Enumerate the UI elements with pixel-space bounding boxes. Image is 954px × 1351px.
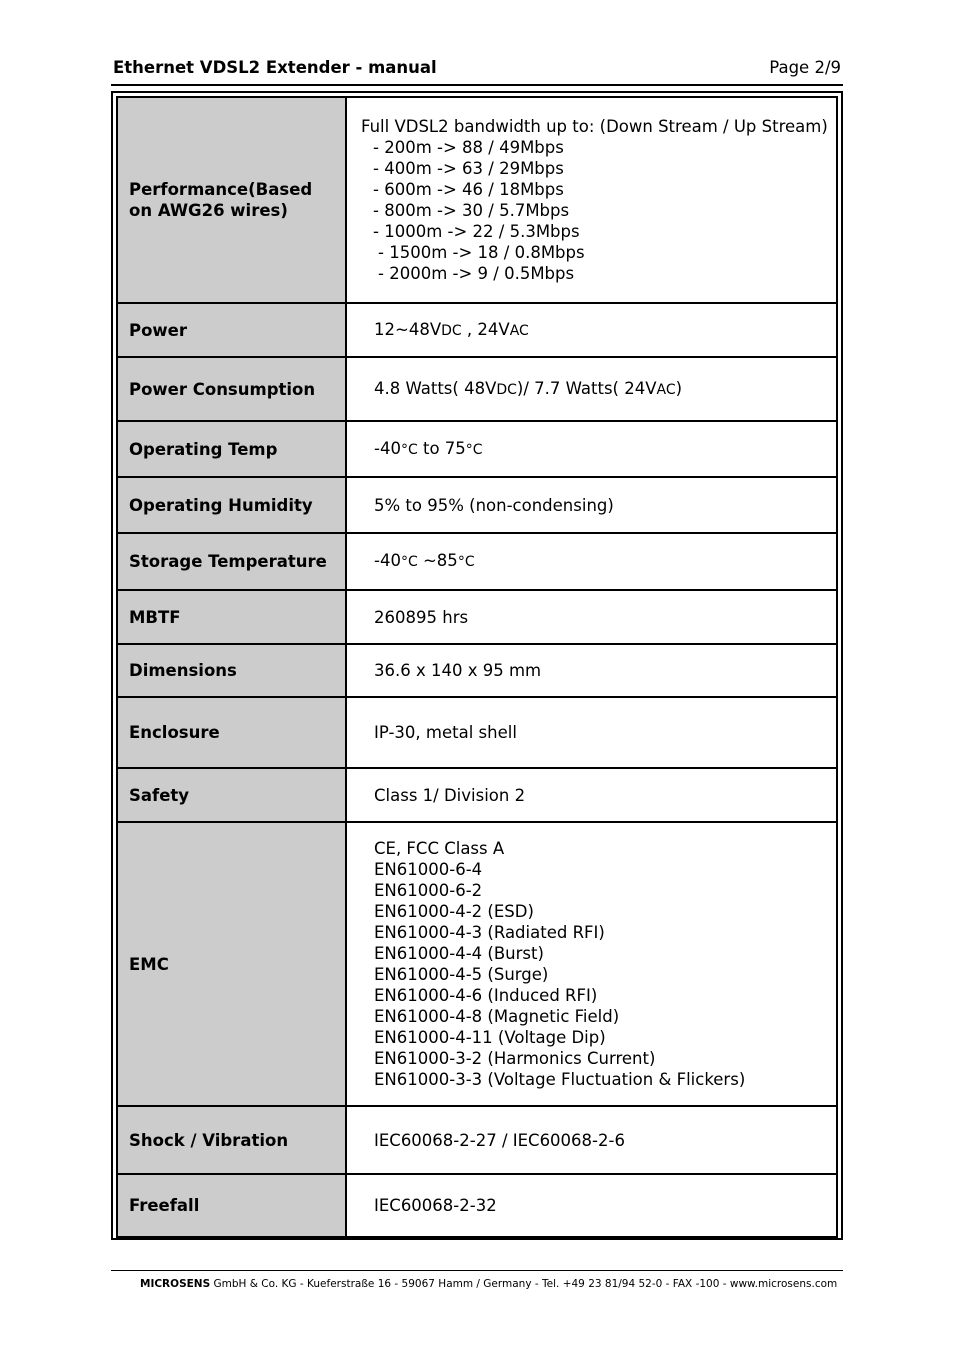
perf-line: - 600m -> 46 / 18Mbps — [373, 180, 564, 199]
row-value-power — [346, 303, 837, 357]
perf-line: Full VDSL2 bandwidth up to: (Down Stream / Up Stream) — [361, 117, 828, 136]
value-text: 12~48V — [374, 319, 442, 339]
table-row-freefall — [117, 1174, 837, 1237]
row-value-enclosure: IP-30, metal shell — [346, 697, 837, 768]
emc-line: EN61000-6-4 — [374, 860, 483, 879]
unit-text: °C — [465, 441, 483, 458]
footer-address: GmbH & Co. KG - Kueferstraße 16 - 59067 Hamm / Germany - Tel. +49 23 81/94 52-0 - FAX -100 - www.microsens.com — [210, 1278, 838, 1290]
table-row-power — [117, 303, 837, 357]
perf-line: - 200m -> 88 / 49Mbps — [373, 138, 564, 157]
emc-line: EN61000-4-4 (Burst) — [374, 944, 544, 963]
emc-line: CE, FCC Class A — [374, 839, 505, 858]
table-row-mbtf — [117, 590, 837, 644]
row-label-operating-humidity: Operating Humidity — [117, 477, 346, 533]
footer-company: MICROSENS — [140, 1278, 211, 1290]
row-label-safety: Safety — [117, 768, 346, 822]
row-value-mbtf: 260895 hrs — [346, 590, 837, 644]
unit-text: °C — [400, 554, 418, 570]
label-line: Performance(Based — [129, 180, 313, 199]
table-row-operating-temp — [117, 421, 837, 477]
row-value-performance — [346, 97, 837, 303]
value-text: , 24V — [461, 319, 510, 339]
row-value-operating-humidity: 5% to 95% (non-condensing) — [346, 477, 837, 533]
perf-line: - 1500m -> 18 / 0.8Mbps — [378, 243, 585, 262]
row-label-freefall: Freefall — [117, 1174, 346, 1237]
unit-text: DC — [441, 322, 462, 339]
emc-line: EN61000-6-2 — [374, 881, 483, 900]
emc-line: EN61000-3-3 (Voltage Fluctuation & Flickers) — [374, 1070, 746, 1089]
unit-text: AC — [656, 381, 676, 398]
perf-line: - 800m -> 30 / 5.7Mbps — [373, 201, 570, 220]
row-label-emc: EMC — [117, 822, 346, 1106]
value-text: -40 — [374, 551, 401, 570]
row-label-dimensions: Dimensions — [117, 644, 346, 697]
perf-line: - 1000m -> 22 / 5.3Mbps — [373, 222, 580, 241]
row-value-power-consumption — [346, 357, 837, 421]
emc-line: EN61000-4-11 (Voltage Dip) — [374, 1028, 606, 1047]
row-label-operating-temp: Operating Temp — [117, 421, 346, 477]
value-text: to 75 — [417, 438, 466, 458]
emc-line: EN61000-3-2 (Harmonics Current) — [374, 1049, 656, 1068]
table-row-emc — [117, 822, 837, 1106]
row-value-shock-vibration: IEC60068-2-27 / IEC60068-2-6 — [346, 1106, 837, 1174]
value-text: )/ 7.7 Watts( 24V — [516, 378, 657, 398]
value-text: ) — [675, 378, 683, 398]
row-label-power: Power — [117, 303, 346, 357]
table-row-safety — [117, 768, 837, 822]
row-label-storage-temperature: Storage Temperature — [117, 533, 346, 590]
value-text: 4.8 Watts( 48V — [374, 378, 497, 398]
page-number: Page 2/9 — [769, 58, 841, 77]
row-label-shock-vibration: Shock / Vibration — [117, 1106, 346, 1174]
label-line: on AWG26 wires) — [129, 201, 288, 220]
emc-line: EN61000-4-8 (Magnetic Field) — [374, 1007, 620, 1026]
row-value-safety: Class 1/ Division 2 — [346, 768, 837, 822]
page-footer — [140, 1278, 837, 1290]
table-row-performance — [117, 97, 837, 303]
row-label-enclosure: Enclosure — [117, 697, 346, 768]
value-text: ~85 — [417, 551, 458, 570]
perf-line: - 2000m -> 9 / 0.5Mbps — [378, 264, 575, 283]
row-value-freefall: IEC60068-2-32 — [346, 1174, 837, 1237]
document-title: Ethernet VDSL2 Extender - manual — [113, 58, 437, 77]
perf-line: - 400m -> 63 / 29Mbps — [373, 159, 564, 178]
unit-text: °C — [400, 441, 418, 458]
row-label-power-consumption: Power Consumption — [117, 357, 346, 421]
emc-line: EN61000-4-3 (Radiated RFI) — [374, 923, 605, 942]
table-row-storage-temperature — [117, 533, 837, 590]
table-row-dimensions — [117, 644, 837, 697]
footer-rule — [111, 1270, 843, 1271]
row-value-storage-temperature — [346, 533, 837, 590]
page-header — [113, 58, 843, 78]
header-rule — [111, 84, 843, 86]
emc-line: EN61000-4-2 (ESD) — [374, 902, 534, 921]
emc-line: EN61000-4-5 (Surge) — [374, 965, 549, 984]
table-row-power-consumption — [117, 357, 837, 421]
unit-text: °C — [457, 554, 475, 570]
value-text: -40 — [374, 438, 401, 458]
table-row-enclosure — [117, 697, 837, 768]
row-value-operating-temp — [346, 421, 837, 477]
spec-table — [116, 96, 838, 1238]
row-value-emc — [346, 822, 837, 1106]
table-row-shock-vibration — [117, 1106, 837, 1174]
row-label-performance — [117, 97, 346, 303]
row-value-dimensions: 36.6 x 140 x 95 mm — [346, 644, 837, 697]
table-row-operating-humidity — [117, 477, 837, 533]
unit-text: DC — [496, 381, 517, 398]
unit-text: AC — [509, 322, 529, 339]
row-label-mbtf: MBTF — [117, 590, 346, 644]
emc-line: EN61000-4-6 (Induced RFI) — [374, 986, 598, 1005]
